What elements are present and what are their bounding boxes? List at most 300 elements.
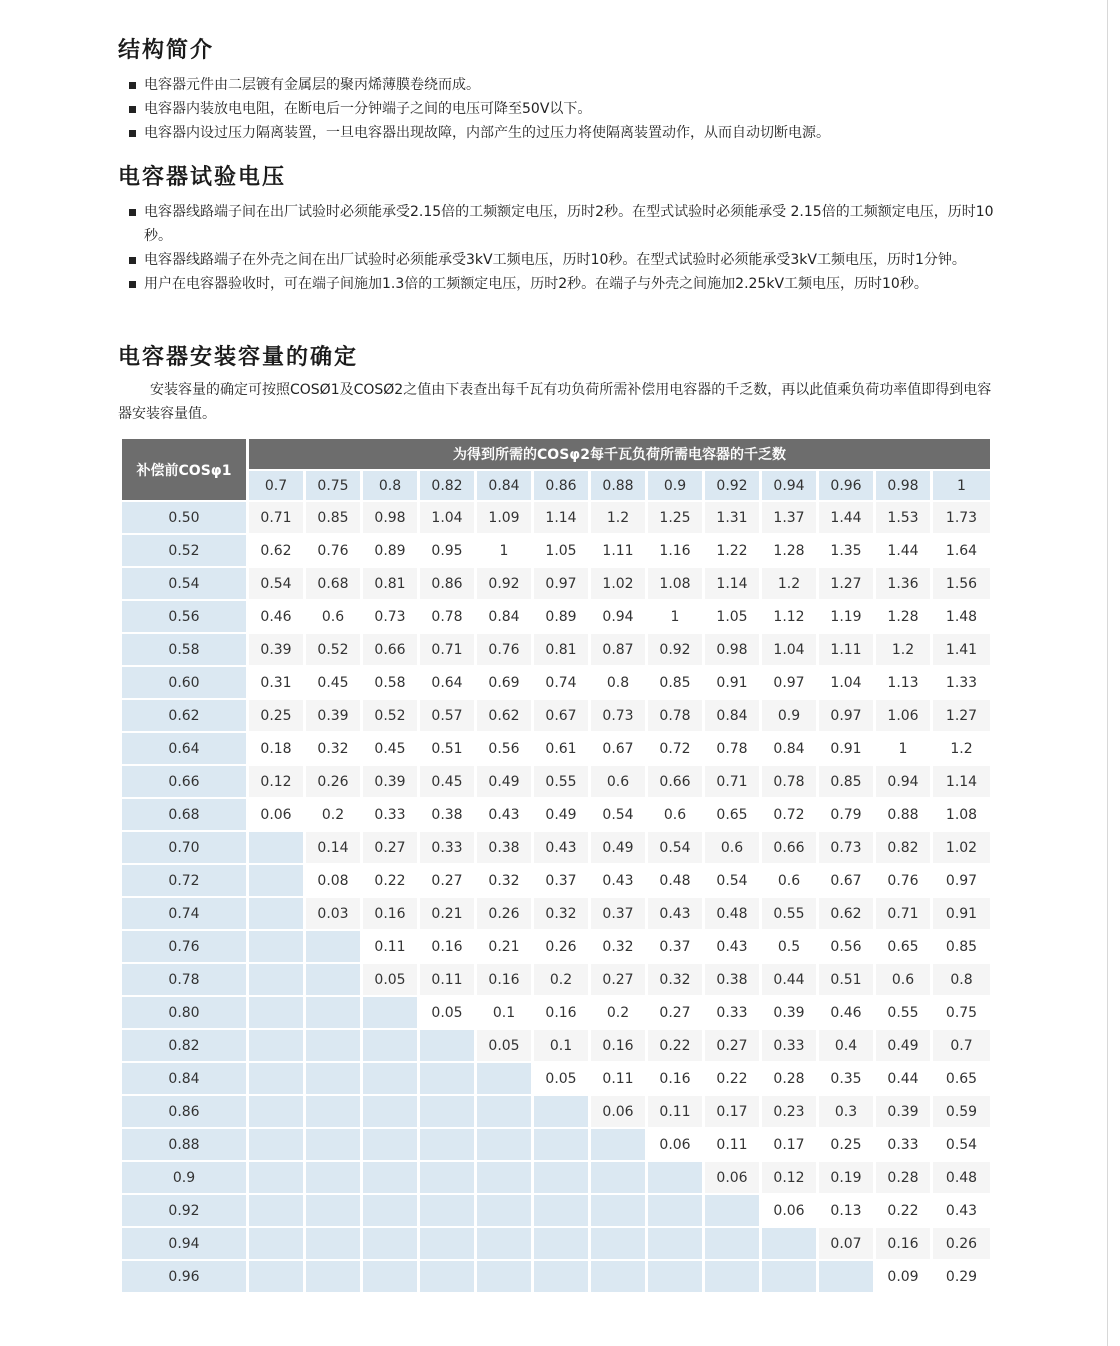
kvar-cell: 0.05 (420, 997, 474, 1028)
kvar-cell (249, 1129, 303, 1160)
kvar-cell: 0.59 (933, 1096, 990, 1127)
kvar-cell (648, 1195, 702, 1226)
kvar-cell: 0.97 (933, 865, 990, 896)
kvar-cell: 0.31 (249, 667, 303, 698)
kvar-cell: 0.68 (306, 568, 360, 599)
table-row (122, 568, 990, 599)
cos2-column-header: 0.75 (306, 471, 360, 500)
kvar-cell: 0.32 (591, 931, 645, 962)
kvar-cell: 1.33 (933, 667, 990, 698)
kvar-cell: 0.33 (876, 1129, 930, 1160)
kvar-cell: 0.38 (420, 799, 474, 830)
kvar-cell: 1.44 (876, 535, 930, 566)
kvar-cell: 0.8 (933, 964, 990, 995)
kvar-cell: 0.54 (591, 799, 645, 830)
cos1-row-header: 0.88 (122, 1129, 246, 1160)
kvar-cell: 0.22 (876, 1195, 930, 1226)
kvar-cell: 1.09 (477, 502, 531, 533)
cos1-row-header: 0.56 (122, 601, 246, 632)
cos1-row-header: 0.92 (122, 1195, 246, 1226)
kvar-cell: 0.94 (591, 601, 645, 632)
section-structure (118, 35, 998, 145)
table-row (122, 799, 990, 830)
kvar-cell: 0.58 (363, 667, 417, 698)
kvar-cell: 0.91 (705, 667, 759, 698)
kvar-cell (249, 931, 303, 962)
kvar-cell (420, 1129, 474, 1160)
kvar-cell: 0.06 (762, 1195, 816, 1226)
kvar-cell: 0.66 (648, 766, 702, 797)
kvar-cell: 0.06 (648, 1129, 702, 1160)
kvar-cell: 0.22 (705, 1063, 759, 1094)
cos2-column-header: 0.82 (420, 471, 474, 500)
kvar-cell: 0.06 (705, 1162, 759, 1193)
cos2-column-header: 0.9 (648, 471, 702, 500)
kvar-cell: 0.56 (477, 733, 531, 764)
cos1-row-header: 0.84 (122, 1063, 246, 1094)
kvar-cell: 1.27 (933, 700, 990, 731)
kvar-cell: 0.51 (420, 733, 474, 764)
kvar-cell (534, 1096, 588, 1127)
kvar-cell: 0.54 (933, 1129, 990, 1160)
kvar-cell: 0.33 (420, 832, 474, 863)
table-row (122, 634, 990, 665)
kvar-cell: 0.43 (534, 832, 588, 863)
kvar-cell: 0.27 (591, 964, 645, 995)
kvar-cell (705, 1228, 759, 1259)
kvar-cell: 0.16 (534, 997, 588, 1028)
kvar-cell: 0.73 (363, 601, 417, 632)
table-row (122, 1096, 990, 1127)
cos1-row-header: 0.78 (122, 964, 246, 995)
kvar-cell: 0.54 (249, 568, 303, 599)
kvar-cell: 0.27 (648, 997, 702, 1028)
kvar-cell: 0.52 (306, 634, 360, 665)
kvar-cell: 0.67 (591, 733, 645, 764)
kvar-cell (249, 1162, 303, 1193)
row-header-title: 补偿前COSφ1 (122, 439, 246, 500)
cos2-column-header: 0.8 (363, 471, 417, 500)
kvar-cell (306, 997, 360, 1028)
kvar-cell: 0.91 (933, 898, 990, 929)
kvar-cell: 1.48 (933, 601, 990, 632)
kvar-cell (249, 1096, 303, 1127)
kvar-cell: 0.32 (648, 964, 702, 995)
cos2-column-header: 0.98 (876, 471, 930, 500)
kvar-cell (420, 1063, 474, 1094)
kvar-cell: 0.39 (762, 997, 816, 1028)
kvar-cell: 0.9 (762, 700, 816, 731)
kvar-cell: 0.8 (591, 667, 645, 698)
kvar-cell (306, 1063, 360, 1094)
cos1-row-header: 0.66 (122, 766, 246, 797)
kvar-cell: 1.08 (648, 568, 702, 599)
kvar-cell: 0.6 (648, 799, 702, 830)
kvar-cell (306, 1261, 360, 1292)
kvar-cell: 0.48 (933, 1162, 990, 1193)
kvar-cell: 0.52 (363, 700, 417, 731)
kvar-cell: 1.02 (933, 832, 990, 863)
kvar-cell (363, 1030, 417, 1061)
kvar-cell: 1 (876, 733, 930, 764)
cos2-column-header: 0.96 (819, 471, 873, 500)
kvar-cell: 0.6 (876, 964, 930, 995)
table-row (122, 667, 990, 698)
kvar-cell (705, 1195, 759, 1226)
kvar-cell: 0.11 (363, 931, 417, 962)
structure-bullet-1: 电容器元件由二层镀有金属层的聚丙烯薄膜卷绕而成。 (118, 73, 998, 97)
kvar-cell: 0.78 (648, 700, 702, 731)
kvar-cell (420, 1162, 474, 1193)
kvar-cell: 0.3 (819, 1096, 873, 1127)
kvar-cell: 1.16 (648, 535, 702, 566)
cos1-row-header: 0.54 (122, 568, 246, 599)
kvar-cell: 1.05 (534, 535, 588, 566)
kvar-cell: 0.86 (420, 568, 474, 599)
kvar-cell (477, 1129, 531, 1160)
kvar-cell: 1.04 (420, 502, 474, 533)
kvar-cell (534, 1162, 588, 1193)
kvar-cell: 0.85 (933, 931, 990, 962)
table-row (122, 502, 990, 533)
kvar-cell: 0.33 (705, 997, 759, 1028)
cos1-row-header: 0.68 (122, 799, 246, 830)
kvar-cell (306, 1129, 360, 1160)
kvar-cell: 0.32 (477, 865, 531, 896)
structure-bullet-3: 电容器内设过压力隔离装置，一旦电容器出现故障，内部产生的过压力将使隔离装置动作，从而自动切断电源。 (118, 121, 998, 145)
kvar-cell: 0.79 (819, 799, 873, 830)
kvar-cell: 1.28 (762, 535, 816, 566)
kvar-cell: 0.43 (933, 1195, 990, 1226)
kvar-cell: 1.37 (762, 502, 816, 533)
kvar-cell (819, 1261, 873, 1292)
kvar-cell (420, 1195, 474, 1226)
kvar-cell (420, 1030, 474, 1061)
kvar-cell: 0.78 (762, 766, 816, 797)
kvar-cell: 0.78 (705, 733, 759, 764)
section-title-test-voltage: 电容器试验电压 (118, 165, 287, 190)
kvar-cell: 0.95 (420, 535, 474, 566)
kvar-cell: 0.22 (648, 1030, 702, 1061)
kvar-cell (591, 1228, 645, 1259)
kvar-cell: 0.39 (306, 700, 360, 731)
kvar-cell (249, 865, 303, 896)
kvar-cell: 0.26 (477, 898, 531, 929)
kvar-cell (591, 1162, 645, 1193)
kvar-cell: 1.14 (534, 502, 588, 533)
kvar-cell: 0.03 (306, 898, 360, 929)
table-row (122, 1228, 990, 1259)
kvar-cell: 1.13 (876, 667, 930, 698)
kvar-cell: 0.28 (762, 1063, 816, 1094)
kvar-cell: 0.46 (249, 601, 303, 632)
cos2-header-row (122, 471, 990, 500)
kvar-cell: 0.56 (819, 931, 873, 962)
kvar-cell: 1.11 (591, 535, 645, 566)
kvar-cell: 0.87 (591, 634, 645, 665)
kvar-cell (705, 1261, 759, 1292)
kvar-cell (477, 1096, 531, 1127)
kvar-cell: 0.49 (534, 799, 588, 830)
kvar-cell (363, 1129, 417, 1160)
capacity-paragraph: 安装容量的确定可按照COSØ1及COSØ2之值由下表查出每千瓦有功负荷所需补偿用电容器的千乏数，再以此值乘负荷功率值即得到电容器安装容量值。 (118, 382, 992, 422)
kvar-cell: 0.19 (819, 1162, 873, 1193)
kvar-cell (591, 1261, 645, 1292)
kvar-cell: 0.32 (534, 898, 588, 929)
kvar-cell: 0.37 (534, 865, 588, 896)
kvar-cell: 0.46 (819, 997, 873, 1028)
kvar-cell: 0.23 (762, 1096, 816, 1127)
kvar-cell: 0.97 (819, 700, 873, 731)
kvar-cell: 0.64 (420, 667, 474, 698)
kvar-cell: 0.11 (705, 1129, 759, 1160)
kvar-cell: 0.61 (534, 733, 588, 764)
kvar-cell (306, 1195, 360, 1226)
kvar-cell: 1.73 (933, 502, 990, 533)
kvar-cell (306, 1162, 360, 1193)
kvar-cell: 0.71 (876, 898, 930, 929)
kvar-cell: 1 (477, 535, 531, 566)
kvar-cell: 0.21 (420, 898, 474, 929)
kvar-cell: 0.39 (363, 766, 417, 797)
table-row (122, 1162, 990, 1193)
kvar-cell: 0.73 (591, 700, 645, 731)
kvar-cell: 0.2 (591, 997, 645, 1028)
table-row (122, 601, 990, 632)
structure-bullet-list (118, 73, 998, 145)
kvar-cell: 0.65 (933, 1063, 990, 1094)
kvar-cell: 1.04 (762, 634, 816, 665)
test-voltage-bullet-1: 电容器线路端子间在出厂试验时必须能承受2.15倍的工频额定电压，历时2秒。在型式试验时必须能承受 2.15倍的工频额定电压，历时10秒。 (118, 200, 998, 248)
kvar-cell: 0.21 (477, 931, 531, 962)
kvar-cell: 1.19 (819, 601, 873, 632)
kvar-cell: 0.05 (534, 1063, 588, 1094)
kvar-cell: 0.35 (819, 1063, 873, 1094)
kvar-cell: 0.05 (477, 1030, 531, 1061)
kvar-cell: 0.66 (762, 832, 816, 863)
table-row (122, 865, 990, 896)
cos2-column-header: 0.7 (249, 471, 303, 500)
section-title-structure: 结构简介 (118, 38, 215, 63)
kvar-cell: 0.25 (819, 1129, 873, 1160)
kvar-cell: 0.98 (363, 502, 417, 533)
kvar-cell: 0.94 (876, 766, 930, 797)
kvar-cell: 0.5 (762, 931, 816, 962)
kvar-cell: 0.73 (819, 832, 873, 863)
table-row (122, 700, 990, 731)
kvar-cell (591, 1195, 645, 1226)
kvar-cell (477, 1228, 531, 1259)
table-row (122, 931, 990, 962)
cos2-column-header: 0.88 (591, 471, 645, 500)
cos1-row-header: 0.52 (122, 535, 246, 566)
cos2-column-header: 0.84 (477, 471, 531, 500)
cos2-column-header: 0.92 (705, 471, 759, 500)
cos1-row-header: 0.70 (122, 832, 246, 863)
kvar-cell: 0.78 (420, 601, 474, 632)
cos1-row-header: 0.72 (122, 865, 246, 896)
table-row (122, 964, 990, 995)
kvar-cell: 0.27 (420, 865, 474, 896)
kvar-cell (762, 1228, 816, 1259)
kvar-cell (306, 931, 360, 962)
cos1-row-header: 0.76 (122, 931, 246, 962)
kvar-cell: 0.06 (591, 1096, 645, 1127)
kvar-cell: 0.48 (648, 865, 702, 896)
kvar-cell (534, 1228, 588, 1259)
kvar-cell: 1.41 (933, 634, 990, 665)
cos1-row-header: 0.86 (122, 1096, 246, 1127)
kvar-cell: 0.71 (420, 634, 474, 665)
cos1-row-header: 0.80 (122, 997, 246, 1028)
kvar-cell (363, 1261, 417, 1292)
kvar-cell: 0.84 (477, 601, 531, 632)
kvar-cell (477, 1162, 531, 1193)
kvar-cell: 0.45 (420, 766, 474, 797)
kvar-cell (306, 1228, 360, 1259)
table-row (122, 898, 990, 929)
kvar-cell: 0.39 (249, 634, 303, 665)
kvar-cell (363, 1063, 417, 1094)
kvar-cell: 0.6 (762, 865, 816, 896)
kvar-cell: 0.22 (363, 865, 417, 896)
cos1-row-header: 0.74 (122, 898, 246, 929)
kvar-cell: 1.06 (876, 700, 930, 731)
kvar-cell (363, 1195, 417, 1226)
kvar-cell: 1.12 (762, 601, 816, 632)
kvar-cell (249, 1063, 303, 1094)
kvar-cell: 0.6 (591, 766, 645, 797)
kvar-cell: 0.84 (705, 700, 759, 731)
kvar-cell: 1.44 (819, 502, 873, 533)
kvar-cell: 1.2 (762, 568, 816, 599)
kvar-cell (477, 1063, 531, 1094)
kvar-cell: 1.22 (705, 535, 759, 566)
cos1-row-header: 0.58 (122, 634, 246, 665)
kvar-cell (762, 1261, 816, 1292)
kvar-cell: 0.2 (306, 799, 360, 830)
kvar-cell: 0.49 (477, 766, 531, 797)
cos1-row-header: 0.64 (122, 733, 246, 764)
kvar-cell: 0.98 (705, 634, 759, 665)
kvar-cell: 0.89 (363, 535, 417, 566)
kvar-cell: 0.75 (933, 997, 990, 1028)
section-test-voltage (118, 162, 998, 296)
kvar-cell: 0.25 (249, 700, 303, 731)
column-header-title: 为得到所需的COSφ2每千瓦负荷所需电容器的千乏数 (249, 439, 990, 469)
kvar-cell: 0.92 (477, 568, 531, 599)
kvar-cell: 0.13 (819, 1195, 873, 1226)
kvar-cell (420, 1096, 474, 1127)
kvar-cell: 0.6 (306, 601, 360, 632)
kvar-cell: 1.53 (876, 502, 930, 533)
kvar-cell: 0.16 (420, 931, 474, 962)
kvar-cell: 0.71 (249, 502, 303, 533)
table-row (122, 733, 990, 764)
kvar-cell: 0.33 (762, 1030, 816, 1061)
kvar-cell: 1.08 (933, 799, 990, 830)
kvar-cell: 0.62 (249, 535, 303, 566)
cos1-row-header: 0.82 (122, 1030, 246, 1061)
kvar-cell: 0.81 (363, 568, 417, 599)
test-voltage-bullet-2: 电容器线路端子在外壳之间在出厂试验时必须能承受3kV工频电压，历时10秒。在型式试验时必须能承受3kV工频电压，历时1分钟。 (118, 248, 998, 272)
kvar-cell: 0.16 (591, 1030, 645, 1061)
kvar-cell (306, 1096, 360, 1127)
table-body (122, 502, 990, 1292)
kvar-cell: 0.69 (477, 667, 531, 698)
kvar-cell: 1.2 (933, 733, 990, 764)
kvar-cell: 0.38 (477, 832, 531, 863)
kvar-cell: 0.67 (819, 865, 873, 896)
kvar-cell: 0.14 (306, 832, 360, 863)
table-row (122, 1195, 990, 1226)
kvar-cell: 1.25 (648, 502, 702, 533)
kvar-cell: 0.72 (648, 733, 702, 764)
kvar-cell: 0.62 (477, 700, 531, 731)
kvar-cell: 0.16 (477, 964, 531, 995)
kvar-cell: 0.82 (876, 832, 930, 863)
kvar-cell: 0.54 (648, 832, 702, 863)
kvar-cell: 0.45 (363, 733, 417, 764)
kvar-cell: 0.51 (819, 964, 873, 995)
kvar-cell: 0.97 (762, 667, 816, 698)
kvar-cell: 0.12 (249, 766, 303, 797)
kvar-cell: 0.12 (762, 1162, 816, 1193)
kvar-cell: 0.11 (420, 964, 474, 995)
kvar-cell: 0.08 (306, 865, 360, 896)
kvar-cell (420, 1228, 474, 1259)
kvar-cell: 0.49 (876, 1030, 930, 1061)
kvar-cell: 0.43 (705, 931, 759, 962)
kvar-cell: 0.76 (306, 535, 360, 566)
kvar-cell (534, 1261, 588, 1292)
kvar-cell (306, 964, 360, 995)
kvar-cell: 0.62 (819, 898, 873, 929)
kvar-cell: 0.65 (876, 931, 930, 962)
kvar-cell: 0.07 (819, 1228, 873, 1259)
page-edge-line (1107, 0, 1108, 1346)
table-row (122, 997, 990, 1028)
kvar-cell: 0.39 (876, 1096, 930, 1127)
kvar-cell: 0.49 (591, 832, 645, 863)
table-row (122, 535, 990, 566)
kvar-cell: 1.11 (819, 634, 873, 665)
kvar-cell: 0.26 (306, 766, 360, 797)
kvar-cell: 0.17 (705, 1096, 759, 1127)
table-row (122, 1261, 990, 1292)
kvar-cell: 0.27 (705, 1030, 759, 1061)
kvar-cell (534, 1129, 588, 1160)
table-row (122, 1129, 990, 1160)
kvar-cell: 0.65 (705, 799, 759, 830)
kvar-cell: 1.04 (819, 667, 873, 698)
kvar-cell: 0.06 (249, 799, 303, 830)
kvar-cell (648, 1228, 702, 1259)
kvar-cell: 0.84 (762, 733, 816, 764)
section-capacity (118, 342, 998, 426)
kvar-cell: 0.16 (876, 1228, 930, 1259)
kvar-cell: 0.29 (933, 1261, 990, 1292)
kvar-cell: 0.57 (420, 700, 474, 731)
test-voltage-bullet-list (118, 200, 998, 296)
kvar-cell: 0.89 (534, 601, 588, 632)
kvar-cell (363, 1162, 417, 1193)
kvar-cell (306, 1030, 360, 1061)
cos1-row-header: 0.50 (122, 502, 246, 533)
test-voltage-bullet-3: 用户在电容器验收时，可在端子间施加1.3倍的工频额定电压，历时2秒。在端子与外壳之间施加2.25kV工频电压，历时10秒。 (118, 272, 998, 296)
kvar-cell: 0.85 (306, 502, 360, 533)
kvar-cell (648, 1261, 702, 1292)
